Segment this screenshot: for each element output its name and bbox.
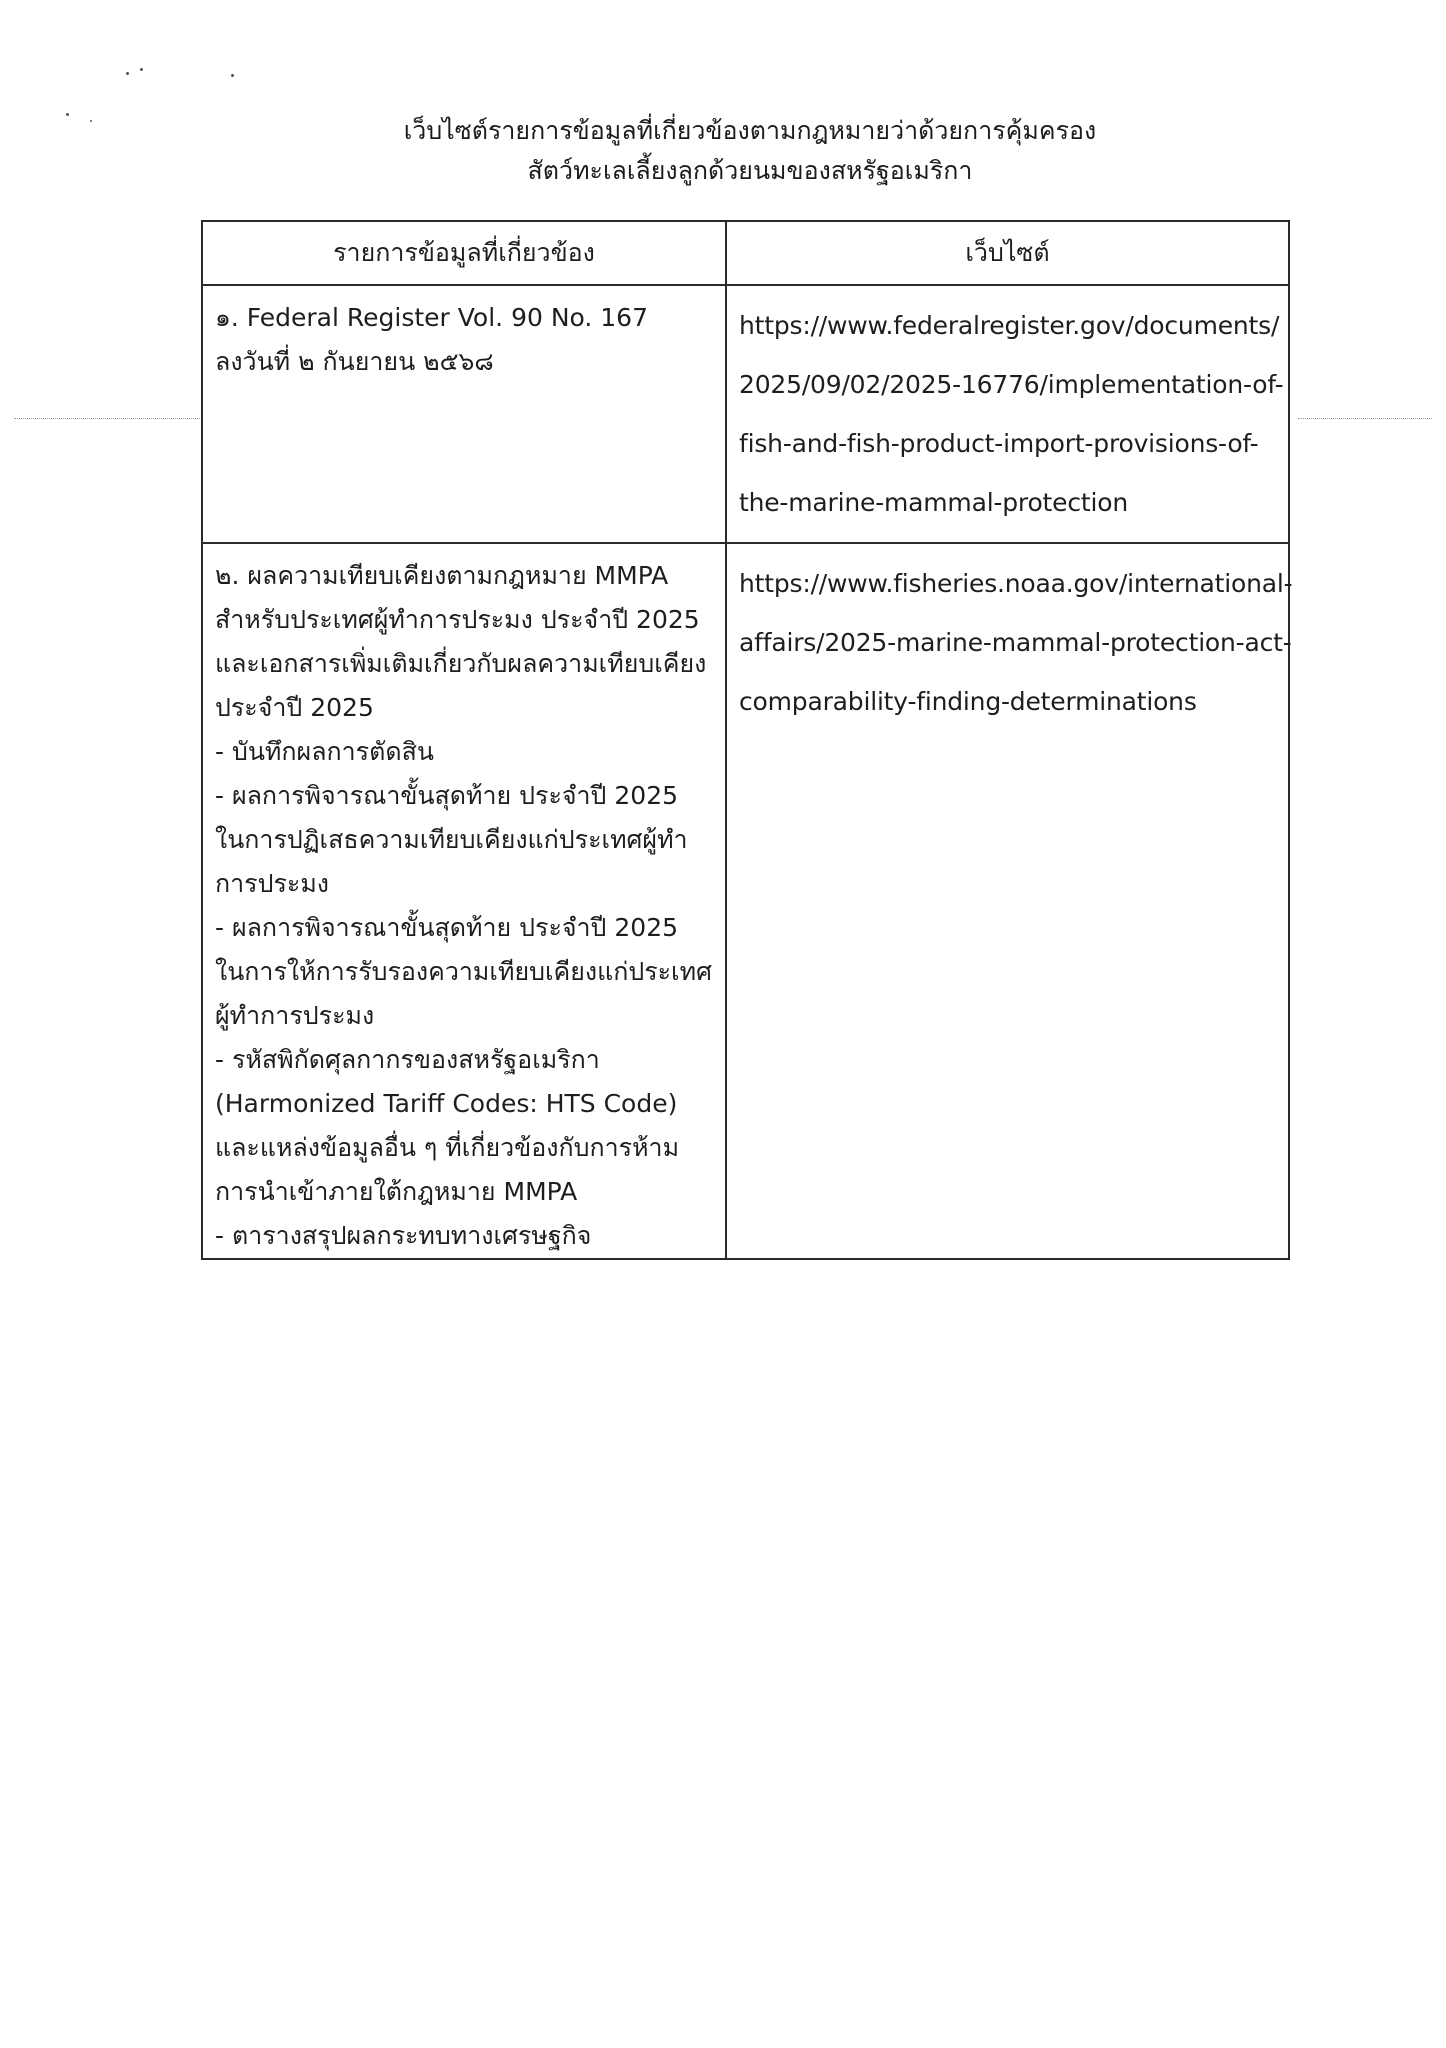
reference-table: [201, 220, 1293, 1260]
item-cell: [202, 285, 726, 543]
url-cell[interactable]: [726, 543, 1293, 1259]
item-text-line: - ตารางสรุปผลกระทบทางเศรษฐกิจ: [215, 1221, 592, 1250]
item-cell: [202, 543, 726, 1259]
url-text-line: comparability-finding-determinations: [739, 687, 1197, 716]
scan-speck: [140, 68, 143, 71]
scan-speck: [66, 113, 69, 116]
item-text-line: - บันทึกผลการตัดสิน: [215, 737, 434, 766]
url-cell[interactable]: [726, 285, 1289, 543]
item-text-line: และเอกสารเพิ่มเติมเกี่ยวกับผลความเทียบเคียง: [215, 649, 707, 678]
url-text-line: https://www.fisheries.noaa.gov/international-: [739, 569, 1293, 598]
item-text-line: ๒. ผลความเทียบเคียงตามกฎหมาย MMPA: [215, 561, 669, 590]
url-text-line: fish-and-fish-product-import-provisions-of-: [739, 429, 1259, 458]
column-header-items: รายการข้อมูลที่เกี่ยวข้อง: [202, 221, 726, 285]
item-text-line: - ผลการพิจารณาขั้นสุดท้าย ประจำปี 2025: [215, 781, 679, 810]
item-text-line: ลงวันที่ ๒ กันยายน ๒๕๖๘: [215, 347, 494, 376]
item-text-line: การประมง: [215, 869, 330, 898]
item-text-line: - รหัสพิกัดศุลกากรของสหรัฐอเมริกา: [215, 1045, 600, 1074]
document-title-line-2: สัตว์ทะเลเลี้ยงลูกด้วยนมของสหรัฐอเมริกา: [527, 156, 973, 185]
item-text-line: - ผลการพิจารณาขั้นสุดท้าย ประจำปี 2025: [215, 913, 679, 942]
item-text-line: และแหล่งข้อมูลอื่น ๆ ที่เกี่ยวข้องกับการห้าม: [215, 1133, 680, 1162]
url-text-line: https://www.federalregister.gov/documents/: [739, 311, 1280, 340]
table-row: [202, 543, 1289, 1259]
scan-speck: [90, 120, 92, 122]
item-text-line: (Harmonized Tariff Codes: HTS Code): [215, 1089, 678, 1118]
scan-speck: [126, 72, 129, 75]
url-text-line: 2025/09/02/2025-16776/implementation-of-: [739, 370, 1284, 399]
document-title-line-1: เว็บไซต์รายการข้อมูลที่เกี่ยวข้องตามกฎหมายว่าด้วยการคุ้มครอง: [403, 116, 1097, 145]
table-header-row: [202, 221, 1289, 285]
item-text-line: สำหรับประเทศผู้ทำการประมง ประจำปี 2025: [215, 605, 700, 634]
item-text-line: ประจำปี 2025: [215, 693, 374, 722]
item-text-line: ๑. Federal Register Vol. 90 No. 167: [215, 303, 648, 332]
scan-fold-line-left: [14, 418, 200, 419]
url-text-line: affairs/2025-marine-mammal-protection-act-: [739, 628, 1292, 657]
item-text-line: ในการให้การรับรองความเทียบเคียงแก่ประเทศ: [215, 957, 712, 986]
item-text-line: ในการปฏิเสธความเทียบเคียงแก่ประเทศผู้ทำ: [215, 825, 688, 854]
table-row: [202, 285, 1289, 543]
scan-speck: [231, 74, 234, 77]
item-text-line: การนำเข้าภายใต้กฎหมาย MMPA: [215, 1177, 578, 1206]
scan-fold-line-right: [1298, 418, 1432, 419]
column-header-websites: เว็บไซต์: [726, 221, 1289, 285]
item-text-line: ผู้ทำการประมง: [215, 1001, 375, 1030]
url-text-line: the-marine-mammal-protection: [739, 488, 1128, 517]
